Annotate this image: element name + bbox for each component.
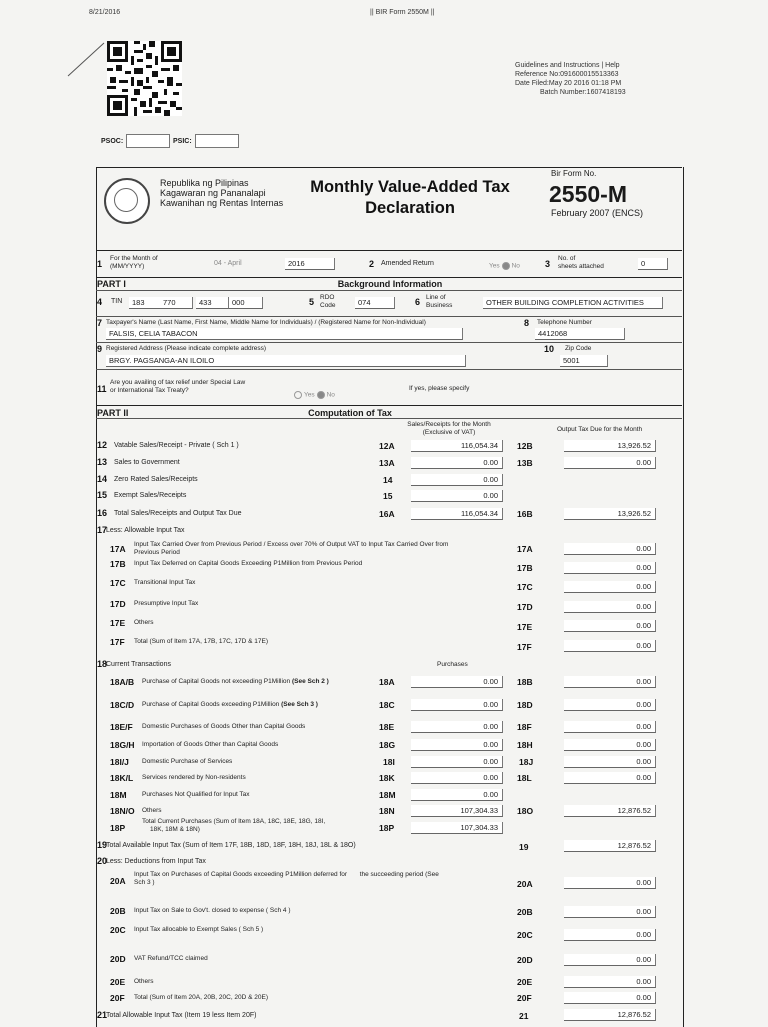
item-18p-code-mid: 18P	[379, 823, 395, 833]
item-17a-label1: Input Tax Carried Over from Previous Period / Excess over 70% of Output VAT to Input Tax Carried Over from	[134, 541, 449, 548]
item-20a-code-right: 20A	[517, 879, 533, 889]
item-18no-code: 18N/O	[110, 806, 135, 816]
psic-field[interactable]	[195, 134, 239, 148]
item-12a-code: 12A	[379, 441, 395, 451]
tin-field-1[interactable]: 183	[129, 297, 169, 309]
item-20a-label1: Input Tax on Purchases of Capital Goods exceeding P1Million deferred for	[134, 871, 348, 878]
item-17a-label2: Previous Period	[134, 549, 180, 556]
print-title: || BIR Form 2550M ||	[370, 9, 435, 16]
item-18b-field[interactable]: 0.00	[564, 676, 656, 688]
item-17f-label: Total (Sum of Item 17A, 17B, 17C, 17D & 17E)	[134, 638, 269, 645]
qr-code	[107, 41, 182, 116]
item-17c-label: Transitional Input Tax	[134, 579, 196, 586]
rdo-label	[320, 294, 336, 310]
item-18i-code: 18I	[383, 757, 395, 767]
part-2-title: Computation of Tax	[308, 408, 392, 418]
psoc-field[interactable]	[126, 134, 170, 148]
item-17e-label: Others	[134, 619, 154, 626]
item-18gh-label: Importation of Goods Other than Capital Goods	[142, 741, 279, 748]
item-20d-label: VAT Refund/TCC claimed	[134, 955, 208, 962]
rule	[96, 342, 682, 343]
item-15-number: 15	[97, 490, 108, 500]
item-12b-field[interactable]: 13,926.52	[564, 440, 656, 452]
tin-label: TIN	[111, 298, 123, 305]
item-17f-code-right: 17F	[517, 642, 532, 652]
tax-relief-specify-label: If yes, please specify	[409, 385, 470, 392]
item-8-number: 8	[524, 318, 530, 328]
item-17e-field[interactable]: 0.00	[564, 620, 656, 632]
item-18cd-label-sch: (See Sch 3 )	[281, 701, 318, 708]
item-21-number: 21	[97, 1010, 108, 1020]
item-21-label: Total Allowable Input Tax (Item 19 less Item 20F)	[106, 1012, 257, 1019]
taxpayer-name-label: Taxpayer's Name (Last Name, First Name, Middle Name for Individuals) / (Registered Name for Non-Individual)	[106, 319, 426, 326]
batch-number: Batch Number:1607418193	[540, 89, 626, 96]
agency-block	[160, 178, 283, 208]
tax-relief-yes-label: Yes	[304, 391, 315, 399]
item-18a-code: 18A	[379, 677, 395, 687]
sales-column-header	[404, 421, 494, 437]
rule	[96, 277, 682, 278]
pen-mark-icon	[66, 40, 106, 80]
tin-field-2[interactable]: 770	[160, 297, 193, 309]
item-18n-field[interactable]: 107,304.33	[411, 805, 503, 817]
item-12-label: Vatable Sales/Receipt - Private ( Sch 1 )	[114, 442, 239, 449]
item-17b-code: 17B	[110, 559, 126, 569]
item-16a-field[interactable]: 116,054.34	[411, 508, 503, 520]
item-18ef-label: Domestic Purchases of Goods Other than Capital Goods	[142, 723, 306, 730]
sales-header-1: Sales/Receipts for the Month	[407, 421, 491, 428]
item-15-label: Exempt Sales/Receipts	[114, 492, 187, 499]
lob-label1: Line of	[426, 294, 446, 301]
sheets-attached-field[interactable]: 0	[638, 258, 668, 270]
item-20-number: 20	[97, 856, 108, 866]
item-18gh-code: 18G/H	[110, 740, 135, 750]
item-18a-field[interactable]: 0.00	[411, 676, 503, 688]
line-of-business-field[interactable]: OTHER BUILDING COMPLETION ACTIVITIES	[483, 297, 663, 309]
item-18ef-code: 18E/F	[110, 722, 133, 732]
item-16b-code: 16B	[517, 509, 533, 519]
item-2-label: Amended Return	[381, 260, 434, 267]
item-17c-field[interactable]: 0.00	[564, 581, 656, 593]
taxpayer-name-field[interactable]: FALSIS, CELIA TABACON	[106, 328, 463, 340]
item-18cd-label	[142, 701, 318, 708]
item-13b-field[interactable]: 0.00	[564, 457, 656, 469]
item-17a-code: 17A	[110, 544, 126, 554]
item-1-label1: For the Month of	[110, 255, 158, 262]
item-12b-code: 12B	[517, 441, 533, 451]
item-14-label: Zero Rated Sales/Receipts	[114, 476, 198, 483]
item-13-label: Sales to Government	[114, 459, 180, 466]
item-17b-code-right: 17B	[517, 563, 533, 573]
item-17c-code: 17C	[110, 578, 126, 588]
item-18f-code: 18F	[517, 722, 532, 732]
item-18p-label2: 18K, 18M & 18N)	[150, 826, 200, 833]
item-18j-code: 18J	[519, 757, 534, 767]
agency-line2: Kagawaran ng Pananalapi	[160, 188, 266, 198]
item-3-label	[558, 255, 604, 271]
item-20d-code: 20D	[110, 954, 126, 964]
item-18kl-code: 18K/L	[110, 773, 134, 783]
telephone-label: Telephone Number	[537, 319, 592, 326]
item-20e-label: Others	[134, 978, 154, 985]
item-17d-field[interactable]: 0.00	[564, 601, 656, 613]
item-18ab-label	[142, 678, 329, 685]
form-frame	[96, 167, 684, 1027]
item-1-label2: (MM/YYYY)	[110, 263, 145, 270]
item-18ab-code: 18A/B	[110, 677, 135, 687]
item-18l-code: 18L	[517, 773, 532, 783]
item-19-code: 19	[519, 842, 529, 852]
rule	[96, 250, 682, 251]
item-9-number: 9	[97, 344, 103, 354]
item-20a-field[interactable]: 0.00	[564, 877, 656, 889]
rule	[96, 316, 682, 317]
item-20e-code-right: 20E	[517, 977, 533, 987]
item-17-number: 17	[97, 525, 108, 535]
tax-relief-no-radio[interactable]	[317, 391, 325, 399]
item-20f-code: 20F	[110, 993, 125, 1003]
amended-radio-group[interactable]	[489, 262, 520, 270]
item-18-label: Current Transactions	[106, 661, 171, 668]
item-20b-code: 20B	[110, 906, 126, 916]
item-20f-label: Total (Sum of Item 20A, 20B, 20C, 20D & 20E)	[134, 994, 269, 1001]
amended-yes-label: Yes	[489, 262, 500, 270]
item-17f-code: 17F	[110, 637, 125, 647]
item-18ab-label-sch: (See Sch 2 )	[291, 678, 329, 685]
item-16b-field[interactable]: 13,926.52	[564, 508, 656, 520]
item-13a-code: 13A	[379, 458, 395, 468]
item-17e-code: 17E	[110, 618, 126, 628]
month-select[interactable]: 04 - April	[214, 260, 242, 267]
item-18no-label: Others	[142, 807, 162, 814]
item-12a-field[interactable]: 116,054.34	[411, 440, 503, 452]
rdo-label1: RDO	[320, 294, 335, 301]
item-18ab-label-text: Purchase of Capital Goods not exceeding P1Million	[142, 678, 292, 685]
item-3-label2: sheets attached	[558, 263, 604, 270]
item-17b-field[interactable]: 0.00	[564, 562, 656, 574]
item-18ij-code: 18I/J	[110, 757, 129, 767]
item-20b-field[interactable]: 0.00	[564, 906, 656, 918]
registered-address-field[interactable]: BRGY. PAGSANGA-AN ILOILO	[106, 355, 466, 367]
item-16a-code: 16A	[379, 509, 395, 519]
item-21-code: 21	[519, 1011, 529, 1021]
item-20f-field[interactable]: 0.00	[564, 992, 656, 1004]
item-18m-field[interactable]: 0.00	[411, 789, 503, 801]
item-19-label: Total Available Input Tax (Sum of Item 17F, 18B, 18D, 18F, 18H, 18J, 18L & 18O)	[106, 842, 356, 849]
item-1-label	[110, 255, 158, 271]
form-no-label: Bir Form No.	[551, 169, 597, 178]
agency-line3: Kawanihan ng Rentas Internas	[160, 198, 284, 208]
item-18g-code: 18G	[379, 740, 396, 750]
item-20e-field[interactable]: 0.00	[564, 976, 656, 988]
item-18o-field[interactable]: 12,876.52	[564, 805, 656, 817]
item-20a-label	[134, 871, 439, 887]
item-20a-code: 20A	[110, 876, 126, 886]
item-18p-code: 18P	[110, 823, 126, 833]
part-2-label: PART II	[97, 408, 129, 418]
item-14-code: 14	[383, 475, 393, 485]
reference-number: Reference No:091600015513363	[515, 71, 619, 78]
item-18h-field[interactable]: 0.00	[564, 739, 656, 751]
item-3-number: 3	[545, 259, 551, 269]
item-15-field[interactable]: 0.00	[411, 490, 503, 502]
item-20b-label: Input Tax on Sale to Gov't. closed to expense ( Sch 4 )	[134, 907, 291, 914]
item-20b-code-right: 20B	[517, 907, 533, 917]
item-20a-label2: Sch 3 )	[134, 879, 155, 886]
tin-field-3[interactable]: 433	[196, 297, 229, 309]
item-14-number: 14	[97, 474, 108, 484]
item-20c-code: 20C	[110, 925, 126, 935]
item-18h-code: 18H	[517, 740, 533, 750]
item-19-field[interactable]: 12,876.52	[564, 840, 656, 852]
item-17f-field[interactable]: 0.00	[564, 640, 656, 652]
tax-relief-label2: or International Tax Treaty?	[110, 387, 189, 394]
item-18n-code: 18N	[379, 806, 395, 816]
zip-code-field[interactable]: 5001	[560, 355, 608, 367]
item-18ij-label: Domestic Purchase of Services	[142, 758, 233, 765]
item-18p-label1: Total Current Purchases (Sum of Item 18A, 18C, 18E, 18G, 18I,	[142, 818, 326, 825]
rule	[96, 167, 682, 168]
item-5-number: 5	[309, 297, 315, 307]
rule	[96, 290, 682, 291]
form-version: February 2007 (ENCS)	[551, 208, 644, 218]
item-20d-field[interactable]: 0.00	[564, 954, 656, 966]
item-14-field[interactable]: 0.00	[411, 474, 503, 486]
item-18cd-label-text: Purchase of Capital Goods exceeding P1Million	[142, 701, 282, 708]
telephone-field[interactable]: 4412068	[535, 328, 625, 340]
lob-label2: Business	[426, 302, 453, 309]
item-18g-field[interactable]: 0.00	[411, 739, 503, 751]
part-1-title: Background Information	[337, 279, 443, 289]
item-18kl-label: Services rendered by Non-residents	[142, 774, 246, 781]
item-7-number: 7	[97, 318, 103, 328]
item-20a-label1b: the succeeding period (See	[359, 871, 439, 878]
purchases-column-header: Purchases	[437, 661, 468, 668]
item-18o-code: 18O	[517, 806, 534, 816]
item-18c-code: 18C	[379, 700, 395, 710]
item-13-number: 13	[97, 457, 108, 467]
item-18k-field[interactable]: 0.00	[411, 772, 503, 784]
item-17b-label: Input Tax Deferred on Capital Goods Exceeding P1Million from Previous Period	[134, 560, 363, 567]
item-13a-field[interactable]: 0.00	[411, 457, 503, 469]
amended-no-label: No	[511, 262, 520, 270]
form-number: 2550-M	[549, 181, 627, 207]
item-17d-code: 17D	[110, 599, 126, 609]
item-20d-code-right: 20D	[517, 955, 533, 965]
item-18m-code-mid: 18M	[379, 790, 396, 800]
bir-seal	[104, 178, 150, 224]
item-3-label1: No. of	[558, 255, 576, 262]
rule	[96, 405, 682, 406]
tax-relief-radio-group[interactable]	[292, 391, 335, 399]
item-18p-label	[142, 818, 325, 834]
form-title	[300, 177, 520, 219]
item-11-number: 11	[97, 384, 107, 394]
item-17d-label: Presumptive Input Tax	[134, 600, 199, 607]
item-18-number: 18	[97, 659, 108, 669]
item-20c-label: Input Tax allocable to Exempt Sales ( Sch 5 )	[134, 926, 264, 933]
help-links[interactable]: Guidelines and Instructions | Help	[515, 62, 620, 69]
item-18i-field[interactable]: 0.00	[411, 756, 503, 768]
item-17a-code-right: 17A	[517, 544, 533, 554]
tax-relief-label	[110, 379, 245, 395]
tax-relief-no-label: No	[326, 391, 335, 399]
print-date: 8/21/2016	[89, 9, 121, 16]
item-18e-field[interactable]: 0.00	[411, 721, 503, 733]
item-20c-field[interactable]: 0.00	[564, 929, 656, 941]
item-18p-field[interactable]: 107,304.33	[411, 822, 503, 834]
tin-field-4[interactable]: 000	[229, 297, 263, 309]
tax-relief-label1: Are you availing of tax relief under Special Law	[110, 379, 246, 386]
item-17a-field[interactable]: 0.00	[564, 543, 656, 555]
item-18cd-code: 18C/D	[110, 700, 135, 710]
item-16-number: 16	[97, 508, 108, 518]
form-title-line1: Monthly Value-Added Tax	[310, 178, 510, 196]
date-filed: Date Filed:May 20 2016 01:18 PM	[515, 80, 622, 87]
item-18d-code: 18D	[517, 700, 533, 710]
item-18m-label: Purchases Not Qualified for Input Tax	[142, 791, 250, 798]
item-18d-field[interactable]: 0.00	[564, 699, 656, 711]
item-21-field[interactable]: 12,876.52	[564, 1009, 656, 1021]
item-15-code: 15	[383, 491, 393, 501]
part-1-label: PART I	[97, 279, 126, 289]
item-12-number: 12	[97, 440, 108, 450]
item-2-number: 2	[369, 259, 375, 269]
amended-yes-radio[interactable]	[502, 262, 510, 270]
item-16-label: Total Sales/Receipts and Output Tax Due	[114, 510, 242, 517]
item-4-number: 4	[97, 297, 103, 307]
item-17c-code-right: 17C	[517, 582, 533, 592]
item-18b-code: 18B	[517, 677, 533, 687]
rdo-code-field[interactable]: 074	[355, 297, 395, 309]
year-field[interactable]: 2016	[285, 258, 335, 270]
item-18l-field[interactable]: 0.00	[564, 772, 656, 784]
item-20e-code: 20E	[110, 977, 126, 987]
item-18k-code: 18K	[379, 773, 395, 783]
item-13b-code: 13B	[517, 458, 533, 468]
form-title-line2: Declaration	[365, 199, 455, 217]
tax-relief-yes-radio[interactable]	[294, 391, 302, 399]
item-1-number: 1	[97, 259, 103, 269]
psoc-label: PSOC:	[101, 138, 124, 145]
item-20f-code-right: 20F	[517, 993, 532, 1003]
rule	[96, 418, 682, 419]
item-10-number: 10	[544, 344, 555, 354]
item-17-label: Less: Allowable Input Tax	[106, 527, 185, 534]
output-tax-column-header: Output Tax Due for the Month	[557, 426, 643, 433]
rdo-label2: Code	[320, 302, 336, 309]
item-18m-code: 18M	[110, 790, 127, 800]
item-18f-field[interactable]: 0.00	[564, 721, 656, 733]
line-of-business-label	[426, 294, 452, 310]
item-20-label: Less: Deductions from Input Tax	[106, 858, 206, 865]
item-18e-code: 18E	[379, 722, 395, 732]
item-20c-code-right: 20C	[517, 930, 533, 940]
psic-label: PSIC:	[173, 138, 192, 145]
rule	[96, 369, 682, 370]
sales-header-2: (Exclusive of VAT)	[422, 429, 476, 436]
item-17d-code-right: 17D	[517, 602, 533, 612]
item-18j-field[interactable]: 0.00	[564, 756, 656, 768]
item-17e-code-right: 17E	[517, 622, 533, 632]
item-18c-field[interactable]: 0.00	[411, 699, 503, 711]
item-6-number: 6	[415, 297, 421, 307]
item-19-number: 19	[97, 840, 108, 850]
item-17a-label	[134, 541, 448, 557]
agency-line1: Republika ng Pilipinas	[160, 178, 249, 188]
zip-code-label: Zip Code	[565, 345, 592, 352]
registered-address-label: Registered Address (Please indicate complete address)	[106, 345, 267, 352]
